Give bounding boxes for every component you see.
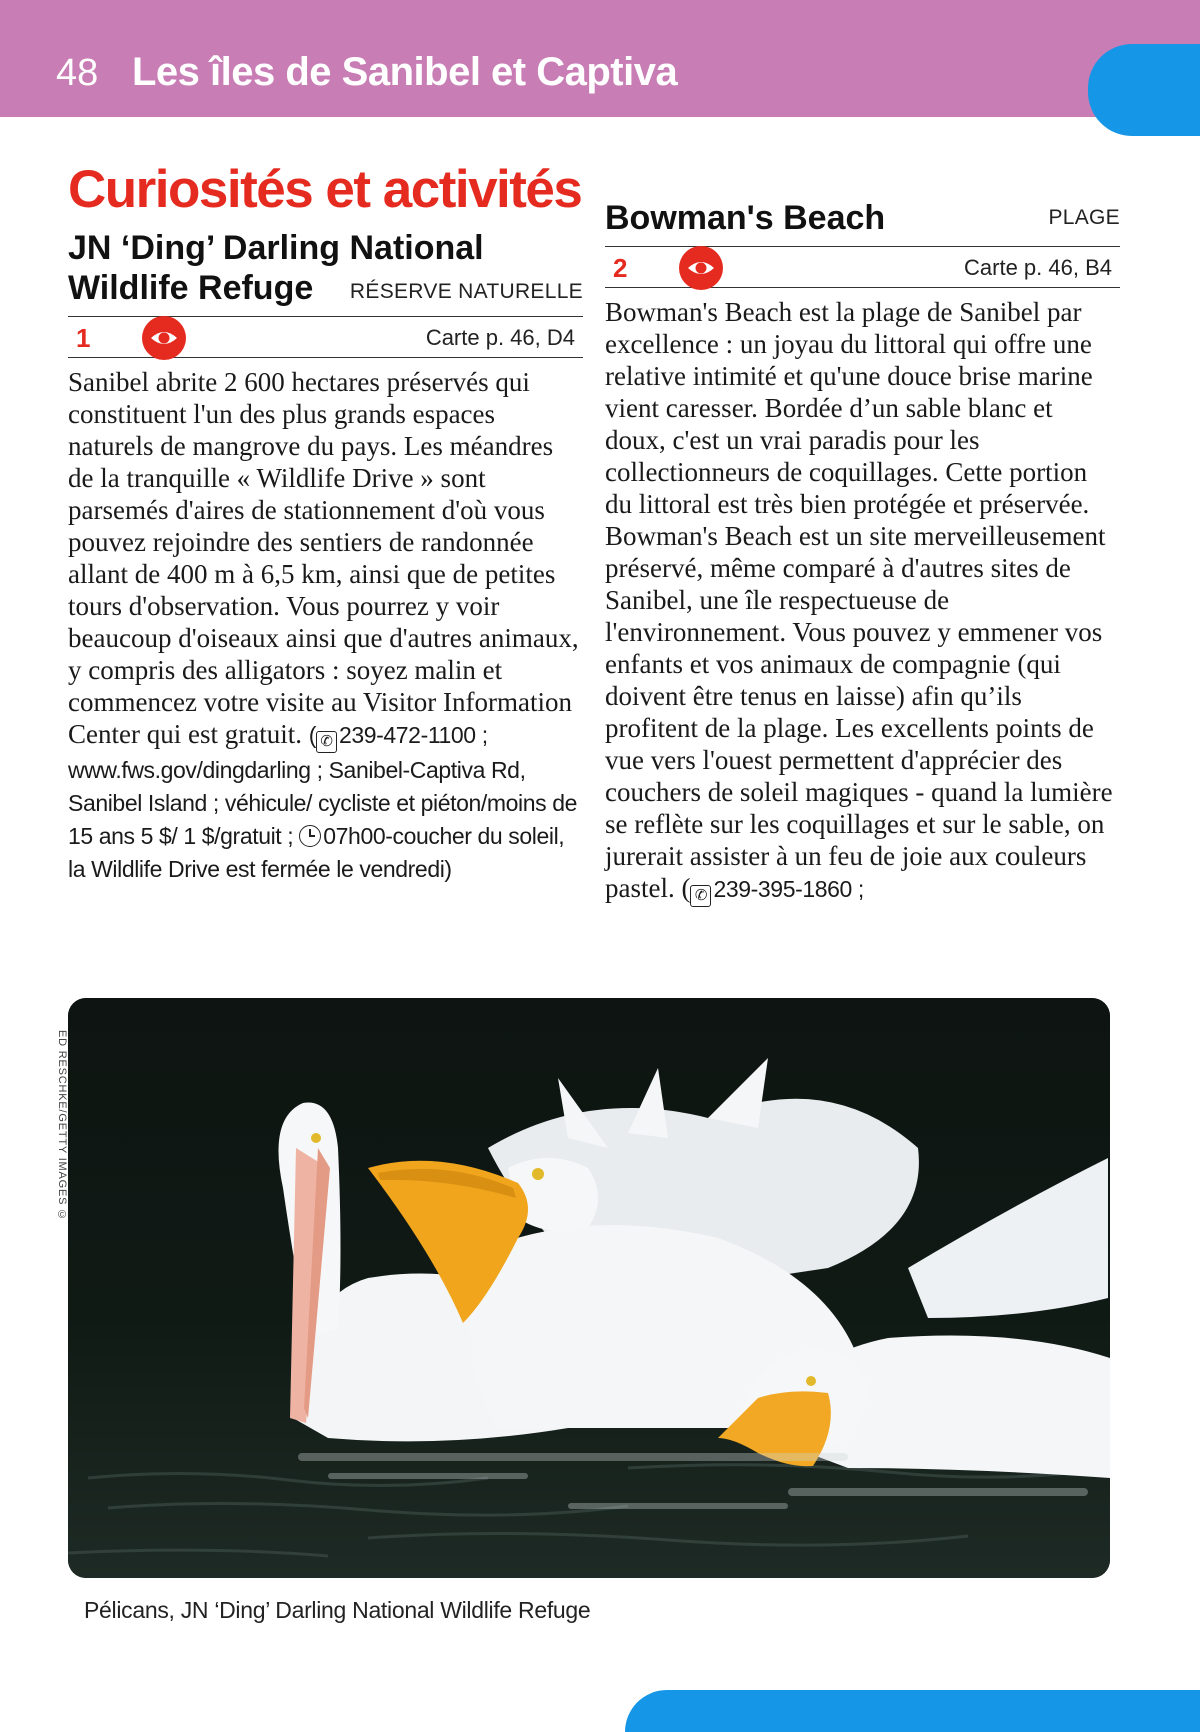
section-title: Curiosités et activités: [68, 160, 582, 219]
entry-description: [68, 366, 583, 885]
practical-tail: ;: [851, 876, 864, 902]
description-text: Sanibel abrite 2 600 hectares préservés qui constituent l'un des plus grands espaces naturels de mangrove du pays. Les méandres de la tranquille « Wildlife Drive » sont parsemés d'aires de stationnement d'où vous pouvez rejoindre des sentiers de randonnée allant de 400 m à 6,5 km, ainsi que de petites tours d'observation. Vous pourrez y voir beaucoup d'oiseaux ainsi que d'autres animaux, y compris des alligators : soyez malin et commencez votre visite au Visitor Information Center qui est gratuit.: [68, 367, 579, 749]
entry-number: 1: [76, 323, 91, 353]
map-reference: Carte p. 46, D4: [425, 325, 575, 350]
entry-title: Bowman's Beach: [605, 199, 886, 237]
photo-credit: ED RESCHKE/GETTY IMAGES ©: [56, 1030, 68, 1222]
phone-number: 239-395-1860: [713, 876, 852, 902]
entry-title-line-1: JN ‘Ding’ Darling National: [68, 229, 484, 267]
entry-meta-row: [605, 246, 1120, 288]
practical-open: (: [308, 722, 316, 748]
practical-info: [690, 876, 863, 902]
entry-title-block: [68, 228, 583, 308]
clock-icon: [299, 825, 321, 847]
bottom-tab: [625, 1690, 1200, 1732]
entry-number: 2: [613, 253, 628, 283]
description-text: Bowman's Beach est la plage de Sanibel par excellence : un joyau du littoral qui offre une relative intimité et qu'une douce brise marine vient caresser. Bordée d’un sable blanc et doux, c'est un vrai paradis pour les collectionneurs de coquillages. Cette portion du littoral est très bien protégée et préservée. Bowman's Beach est un site merveilleusement préservé, même comparé à d'autres sites de Sanibel, une île respectueuse de l'environnement. Vous pouvez y emmener vos enfants et vos animaux de compagnie (qui doivent être tenus en laisse) afin qu’ils profitent de la plage. Les excellents points de vue vers l'ouest permettent d'apprécier des couchers de soleil magiques - quand la lumière se reflète sur les coquillages et sur le sable, on jurerait assister à un feu de joie aux couleurs pastel. (: [605, 297, 1113, 903]
page-header: [0, 0, 1200, 117]
opening-hours: 07h00-coucher du soleil, la Wildlife Drive est fermée le vendredi): [68, 823, 565, 882]
entry-title-line-2: Wildlife Refuge: [68, 269, 314, 307]
page-number: 48: [56, 52, 99, 94]
entry-description: [605, 296, 1120, 907]
phone-number: 239-472-1100: [338, 722, 476, 748]
entry-meta-row: [68, 316, 583, 358]
eye-icon: [142, 316, 186, 360]
eye-icon: [679, 246, 723, 290]
entry-category: RÉSERVE NATURELLE: [349, 280, 583, 303]
right-column: [605, 198, 1120, 907]
entry-title-block: [605, 198, 1120, 238]
chapter-tab: [1088, 44, 1200, 136]
map-reference: Carte p. 46, B4: [964, 255, 1112, 280]
phone-icon: ✆: [316, 731, 337, 753]
entry-category: PLAGE: [1048, 206, 1120, 229]
left-column: [68, 160, 583, 885]
photo-caption: Pélicans, JN ‘Ding’ Darling National Wildlife Refuge: [84, 1597, 591, 1623]
phone-icon: ✆: [690, 885, 711, 907]
chapter-title: Les îles de Sanibel et Captiva: [132, 50, 678, 94]
practical-details: ; www.fws.gov/dingdarling ; Sanibel-Captiva Rd, Sanibel Island ; véhicule/ cycliste et piéton/moins de 15 ans 5 $/ 1 $/gratuit ;: [68, 722, 577, 849]
pelicans-photo: [68, 998, 1110, 1578]
